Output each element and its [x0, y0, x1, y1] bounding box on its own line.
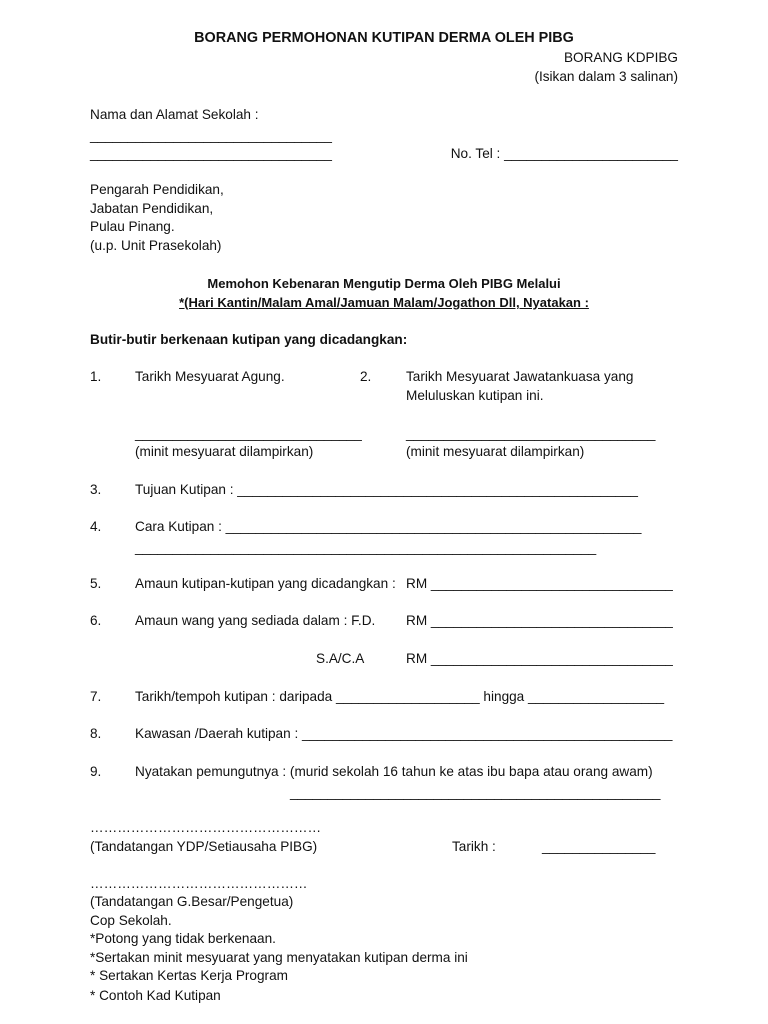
item-2-blank[interactable]: _________________________________: [406, 426, 656, 441]
item-8-field[interactable]: Kawasan /Daerah kutipan : _________________________________________________: [135, 726, 673, 741]
item-6-saca-label: S.A/C.A: [316, 651, 365, 666]
note-1: *Potong yang tidak berkenaan.: [90, 931, 276, 946]
item-1-blank[interactable]: ______________________________: [135, 426, 362, 441]
note-3: * Sertakan Kertas Kerja Program: [90, 968, 288, 983]
request-title: Memohon Kebenaran Mengutip Derma Oleh PIBG Melalui: [207, 276, 561, 291]
item-6-saca-amount[interactable]: RM ________________________________: [406, 651, 673, 666]
school-stamp-label: Cop Sekolah.: [90, 913, 172, 928]
item-2-note: (minit mesyuarat dilampirkan): [406, 444, 585, 459]
item-2-label: Tarikh Mesyuarat Jawatankuasa yang: [406, 369, 634, 384]
date-label: Tarikh :: [452, 839, 496, 854]
form-code: BORANG KDPIBG: [563, 50, 678, 65]
item-1-label: Tarikh Mesyuarat Agung.: [135, 369, 285, 384]
item-number: 2.: [360, 369, 372, 384]
item-number: 9.: [90, 764, 102, 779]
item-7-field[interactable]: Tarikh/tempoh kutipan : daripada ___________________ hingga __________________: [135, 689, 665, 704]
address-line-2: Jabatan Pendidikan,: [90, 201, 214, 216]
item-4-field[interactable]: Cara Kutipan : _______________________________________________________: [135, 519, 642, 534]
date-field[interactable]: _______________: [542, 839, 656, 854]
address-line-3: Pulau Pinang.: [90, 219, 175, 234]
item-number: 3.: [90, 482, 102, 497]
note-4: * Contoh Kad Kutipan: [90, 988, 221, 1003]
copies-note: (Isikan dalam 3 salinan): [534, 69, 678, 84]
item-5-label: Amaun kutipan-kutipan yang dicadangkan :: [135, 576, 396, 591]
phone-field[interactable]: No. Tel : _______________________: [450, 146, 678, 161]
item-3-field[interactable]: Tujuan Kutipan : _____________________________________________________: [135, 482, 638, 497]
item-number: 6.: [90, 613, 102, 628]
item-6-fd-amount[interactable]: RM ________________________________: [406, 613, 673, 628]
address-line-1: Pengarah Pendidikan,: [90, 182, 224, 197]
item-6-label: Amaun wang yang sediada dalam : F.D.: [135, 613, 376, 628]
item-number: 7.: [90, 689, 102, 704]
signature-line-ydp[interactable]: ……………………………………………: [90, 820, 322, 835]
ydp-signature-label: (Tandatangan YDP/Setiausaha PIBG): [90, 839, 318, 854]
item-5-amount[interactable]: RM ________________________________: [406, 576, 673, 591]
principal-signature-label: (Tandatangan G.Besar/Pengetua): [90, 894, 294, 909]
signature-line-principal[interactable]: …………………………………………: [90, 876, 308, 891]
item-9-field[interactable]: _________________________________________________: [290, 785, 661, 800]
item-2-label-cont: Meluluskan kutipan ini.: [406, 388, 544, 403]
item-number: 4.: [90, 519, 102, 534]
item-9-label: Nyatakan pemungutnya : (murid sekolah 16 tahun ke atas ibu bapa atau orang awam): [135, 764, 653, 779]
item-number: 5.: [90, 576, 102, 591]
details-heading: Butir-butir berkenaan kutipan yang dicadangkan:: [90, 332, 408, 347]
school-line-1[interactable]: ________________________________: [90, 128, 332, 143]
note-2: *Sertakan minit mesyuarat yang menyatakan kutipan derma ini: [90, 950, 468, 965]
school-line-2[interactable]: ________________________________: [90, 146, 332, 161]
address-line-4: (u.p. Unit Prasekolah): [90, 238, 222, 253]
school-label: Nama dan Alamat Sekolah :: [90, 107, 259, 122]
item-number: 1.: [90, 369, 102, 384]
item-number: 8.: [90, 726, 102, 741]
item-1-note: (minit mesyuarat dilampirkan): [135, 444, 314, 459]
item-4-field-cont[interactable]: _____________________________________________________________: [135, 540, 597, 555]
form-title: BORANG PERMOHONAN KUTIPAN DERMA OLEH PIBG: [194, 30, 574, 46]
request-subtitle: *(Hari Kantin/Malam Amal/Jamuan Malam/Jogathon Dll, Nyatakan :: [179, 295, 589, 310]
